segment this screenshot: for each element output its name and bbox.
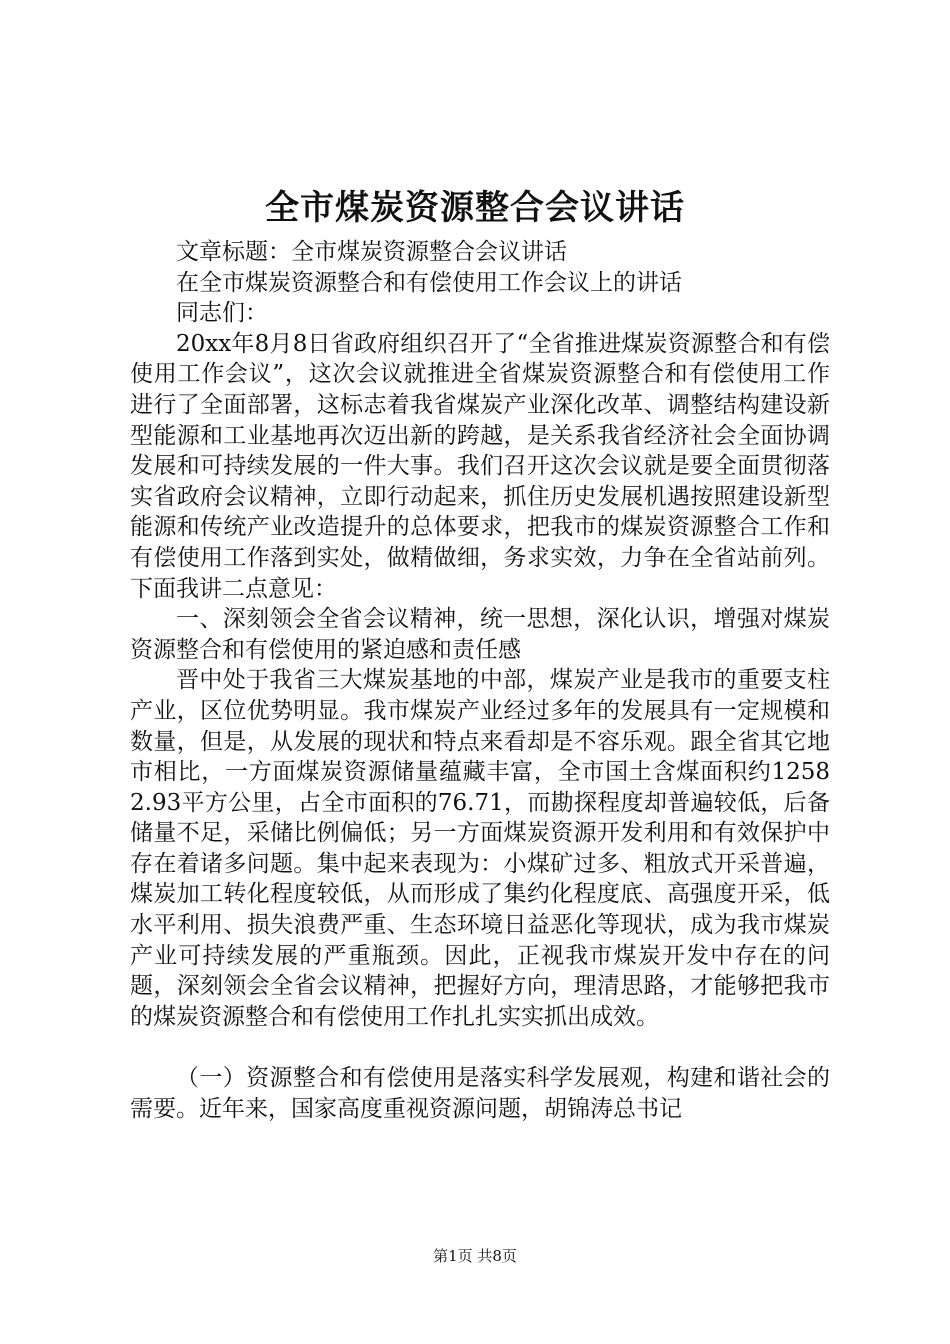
paragraph: 20xx年8月8日省政府组织召开了“全省推进煤炭资源整合和有偿使用工作会议”，这次会议就推进全省煤炭资源整合和有偿使用工作进行了全面部署，这标志着我省煤炭产业深化改革、调整结构建设新型能源和工业基地再次迈出新的跨越，是关系我省经济社会全面协调发展和可持续发展的一件大事。我们召开这次会议就是要全面贯彻落实省政府会议精神，立即行动起来，抓住历史发展机遇按照建设新型能源和传统产业改造提升的总体要求，把我市的煤炭资源整合工作和有偿使用工作落到实处，做精做细，务求实效，力争在全省站前列。下面我讲二点意见： xyxy=(130,330,830,602)
page-footer: 第1页 共8页 xyxy=(433,1247,517,1265)
article-title-line: 文章标题：全市煤炭资源整合会议讲话 xyxy=(176,239,567,265)
document-title: 全市煤炭资源整合会议讲话 xyxy=(265,188,685,228)
paragraph: （一）资源整合和有偿使用是落实科学发展观，构建和谐社会的需要。近年来，国家高度重视资源问题，胡锦涛总书记 xyxy=(130,1065,830,1123)
document-body xyxy=(130,237,830,1125)
paragraph: 晋中处于我省三大煤炭基地的中部，煤炭产业是我市的重要支柱产业，区位优势明显。我市煤炭产业经过多年的发展具有一定规模和数量，但是，从发展的现状和特点来看却是不容乐观。跟全省其它地市相比，一方面煤炭资源储量蕴藏丰富，全市国土含煤面积约12582.93平方公里，占全市面积的76.71，而勘探程度却普遍较低，后备储量不足，采储比例偏低；另一方面煤炭资源开发利用和有效保护中存在着诸多问题。集中起来表现为：小煤矿过多、粗放式开采普遍，煤炭加工转化程度较低，从而形成了集约化程度底、高强度开采，低水平利用、损失浪费严重、生态环境日益恶化等现状，成为我市煤炭产业可持续发展的严重瓶颈。因此，正视我市煤炭开发中存在的问题，深刻领会全省会议精神，把握好方向，理清思路，才能够把我市的煤炭资源整合和有偿使用工作扎扎实实抓出成效。 xyxy=(130,667,830,1030)
speech-subtitle: 在全市煤炭资源整合和有偿使用工作会议上的讲话 xyxy=(176,269,682,296)
section-heading: 一、深刻领会全省会议精神，统一思想，深化认识，增强对煤炭资源整合和有偿使用的紧迫感和责任感 xyxy=(130,606,830,663)
salutation: 同志们： xyxy=(176,300,268,327)
